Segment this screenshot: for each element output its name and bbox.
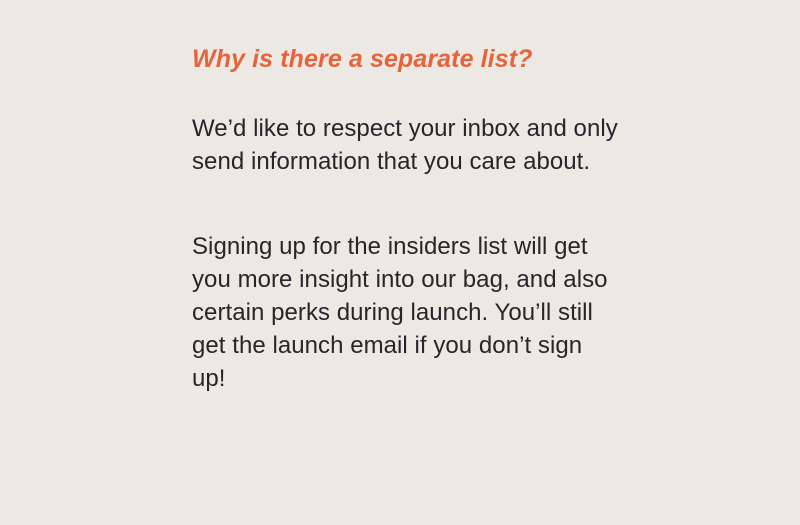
faq-content-block bbox=[192, 42, 622, 395]
faq-answer-paragraph-2: Signing up for the insiders list will get you more insight into our bag, and also certain perks during launch. You’ll still get the launch email if you don’t sign up! bbox=[192, 233, 608, 392]
faq-answer-paragraph-1: We’d like to respect your inbox and only send information that you care about. bbox=[192, 115, 618, 175]
faq-question-heading: Why is there a separate list? bbox=[192, 45, 533, 73]
